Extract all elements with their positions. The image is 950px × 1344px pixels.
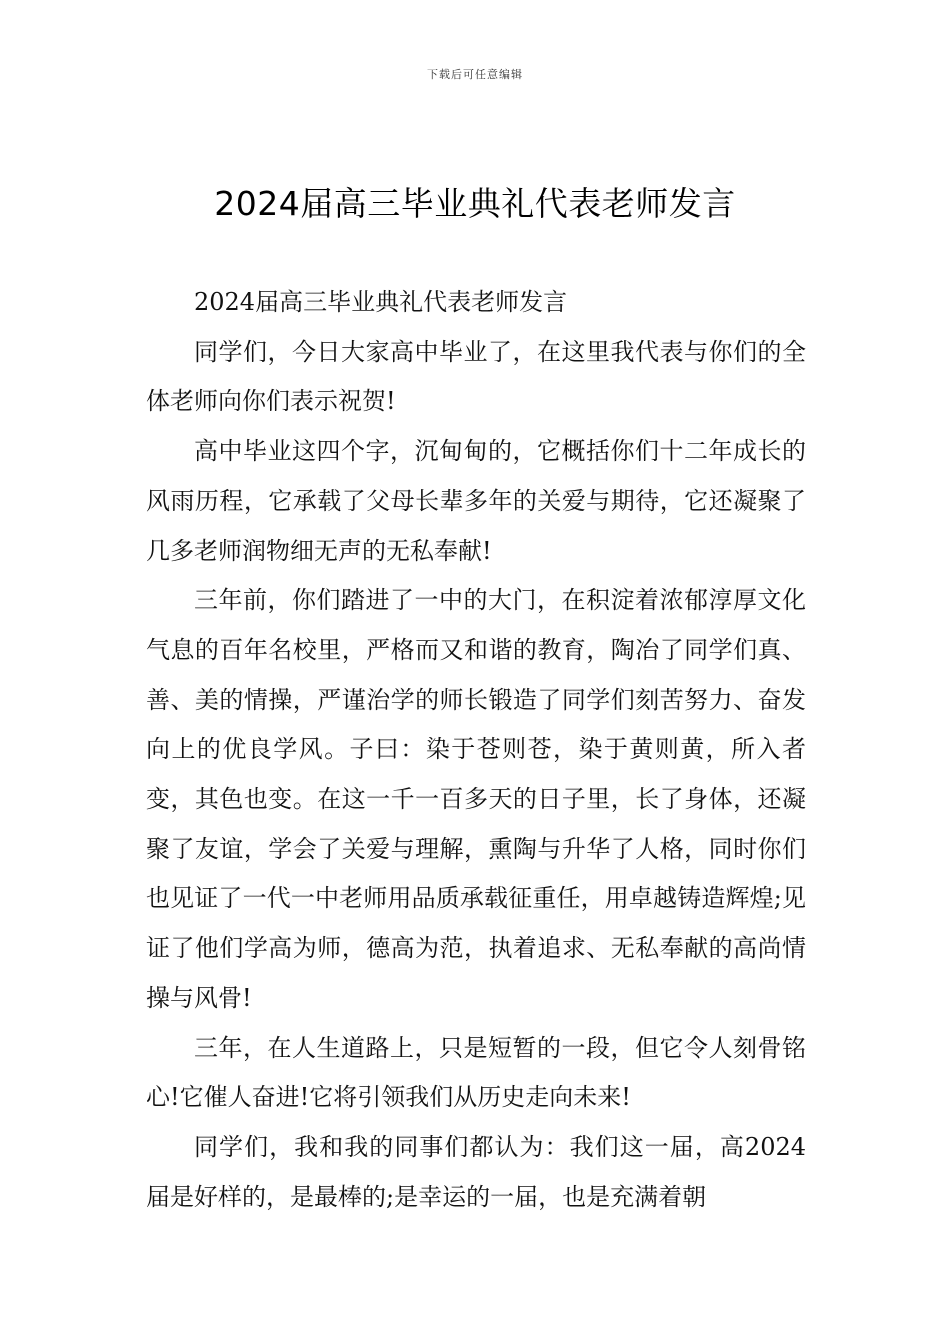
paragraph: 高中毕业这四个字，沉甸甸的，它概括你们十二年成长的风雨历程，它承载了父母长辈多年的关爱与期待，它还凝聚了几多老师润物细无声的无私奉献!: [146, 437, 806, 565]
paragraph-subtitle: 2024届高三毕业典礼代表老师发言: [194, 288, 568, 316]
paragraph: 三年，在人生道路上，只是短暂的一段，但它令人刻骨铭心!它催人奋进!它将引领我们从历史走向未来!: [146, 1033, 806, 1112]
document-title: 2024届高三毕业典礼代表老师发言: [214, 184, 736, 223]
paragraph: 三年前，你们踏进了一中的大门，在积淀着浓郁淳厚文化气息的百年名校里，严格而又和谐的教育，陶冶了同学们真、善、美的情操，严谨治学的师长锻造了同学们刻苦努力、奋发向上的优良学风。子曰：染于苍则苍，染于黄则黄，所入者变，其色也变。在这一千一百多天的日子里，长了身体，还凝聚了友谊，学会了关爱与理解，熏陶与升华了人格，同时你们也见证了一代一中老师用品质承载征重任，用卓越铸造辉煌;见证了他们学高为师，德高为范，执着追求、无私奉献的高尚情操与风骨!: [146, 586, 806, 1012]
page-header-note: 下载后可任意编辑: [427, 68, 523, 81]
paragraph: 同学们，今日大家高中毕业了，在这里我代表与你们的全体老师向你们表示祝贺!: [146, 337, 806, 416]
document-body: [146, 278, 806, 1222]
paragraph: 同学们，我和我的同事们都认为：我们这一届，高2024届是好样的，是最棒的;是幸运的一届，也是充满着朝: [146, 1132, 806, 1211]
